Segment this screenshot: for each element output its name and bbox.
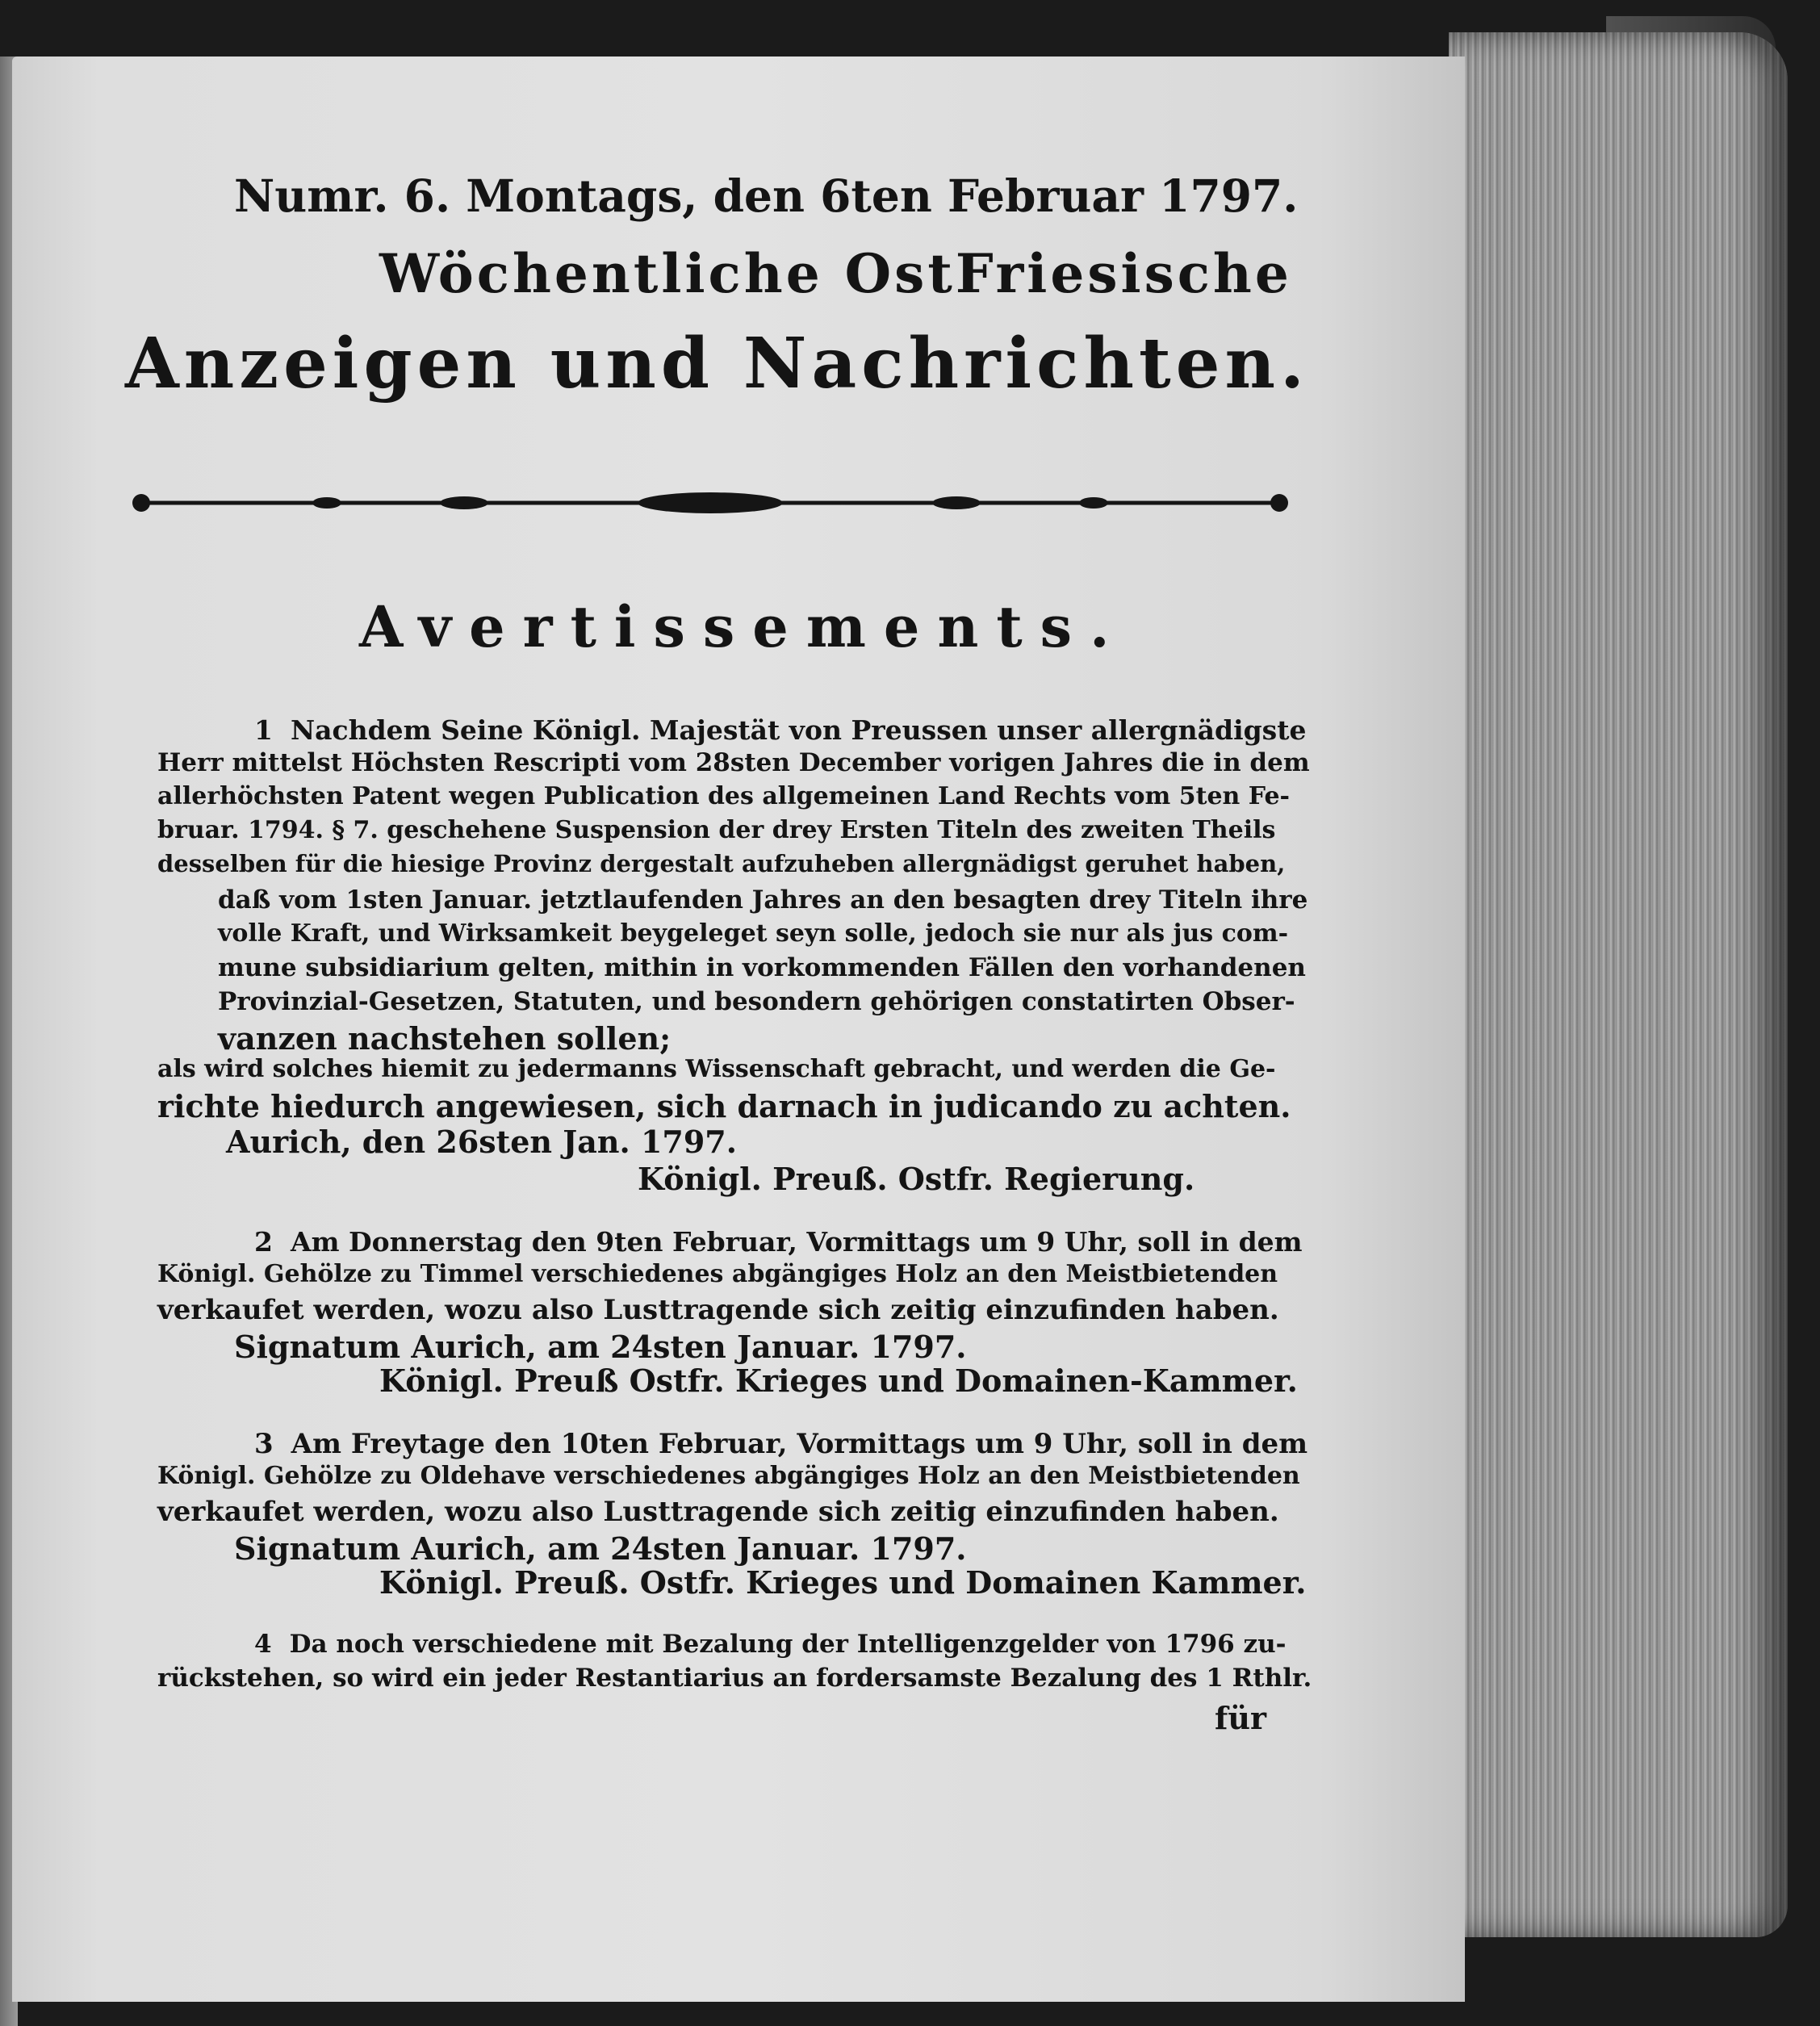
notice-number: 4 [254, 1630, 272, 1659]
catchword: für [1215, 1700, 1266, 1736]
notice-line: rückstehen, so wird ein jeder Restantiarius an fordersamste Bezalung des 1 Rthlr. [157, 1664, 1312, 1693]
masthead-line-2: Anzeigen und Nachrichten. [125, 323, 1309, 404]
notice-line: Königl. Gehölze zu Oldehave verschiedenes abgängiges Holz an den Meistbietenden [157, 1462, 1300, 1490]
notice-line: verkaufet werden, wozu also Lusttragende sich zeitig einzufinden haben. [157, 1294, 1279, 1326]
notice-line: bruar. 1794. § 7. geschehene Suspension der drey Ersten Titeln des zweiten Theils [157, 816, 1276, 844]
notice-3-line-1: 3 Am Freytage den 10ten Februar, Vormittags um 9 Uhr, soll in dem [254, 1428, 1308, 1460]
notice-place-date: Aurich, den 26sten Jan. 1797. [226, 1124, 737, 1160]
notice-signature: Königl. Preuß Ostfr. Krieges und Domainen-Kammer. [379, 1363, 1298, 1399]
notice-signature: Königl. Preuß. Ostfr. Regierung. [638, 1161, 1195, 1197]
notice-2-line-1: 2 Am Donnerstag den 9ten Februar, Vormittags um 9 Uhr, soll in dem [254, 1226, 1303, 1258]
notice-line: allerhöchsten Patent wegen Publication des allgemeinen Land Rechts vom 5ten Fe- [157, 782, 1290, 810]
notice-line: vanzen nachstehen sollen; [218, 1020, 672, 1057]
issue-number: Numr. 6. [234, 170, 451, 222]
notice-line: richte hiedurch angewiesen, sich darnach in judicando zu achten. [157, 1088, 1291, 1124]
notice-line: Herr mittelst Höchsten Rescripti vom 28sten December vorigen Jahres die in dem [157, 748, 1310, 777]
notice-place-date: Signatum Aurich, am 24sten Januar. 1797. [234, 1530, 967, 1567]
notice-line: daß vom 1sten Januar. jetztlaufenden Jahres an den besagten drey Titeln ihre [218, 885, 1308, 915]
ornamental-rule [125, 483, 1295, 523]
issue-header [234, 170, 1299, 222]
notice-line: Königl. Gehölze zu Timmel verschiedenes abgängiges Holz an den Meistbietenden [157, 1260, 1278, 1288]
notice-line: mune subsidiarium gelten, mithin in vorkommenden Fällen den vorhandenen [218, 953, 1306, 982]
book-page-edges [1449, 32, 1788, 1937]
notice-line: desselben für die hiesige Provinz dergestalt aufzuheben allergnädigst geruhet haben, [157, 850, 1286, 877]
notice-line: Provinzial-Gesetzen, Statuten, und besondern gehörigen constatirten Obser- [218, 987, 1295, 1016]
notice-1-line-1: 1 Nachdem Seine Königl. Majestät von Preussen unser allergnädigste [254, 714, 1307, 746]
notice-line: volle Kraft, und Wirksamkeit beygeleget seyn solle, jedoch sie nur als jus com- [218, 919, 1289, 948]
notice-number: 3 [254, 1428, 274, 1460]
notice-signature: Königl. Preuß. Ostfr. Krieges und Domainen Kammer. [379, 1564, 1307, 1601]
issue-date: Montags, den 6ten Februar 1797. [466, 170, 1299, 222]
notice-4-line-1: 4 Da noch verschiedene mit Bezalung der Intelligenzgelder von 1796 zu- [254, 1630, 1287, 1659]
notice-place-date: Signatum Aurich, am 24sten Januar. 1797. [234, 1329, 967, 1365]
notice-number: 2 [254, 1226, 273, 1258]
newspaper-page [12, 57, 1465, 2002]
notice-number: 1 [254, 714, 273, 746]
masthead-line-1: Wöchentliche OstFriesische [379, 242, 1292, 305]
section-heading: Avertissements. [359, 593, 1128, 660]
notice-line: verkaufet werden, wozu also Lusttragende sich zeitig einzufinden haben. [157, 1496, 1279, 1528]
notice-line: als wird solches hiemit zu jedermanns Wissenschaft gebracht, und werden die Ge- [157, 1055, 1276, 1083]
